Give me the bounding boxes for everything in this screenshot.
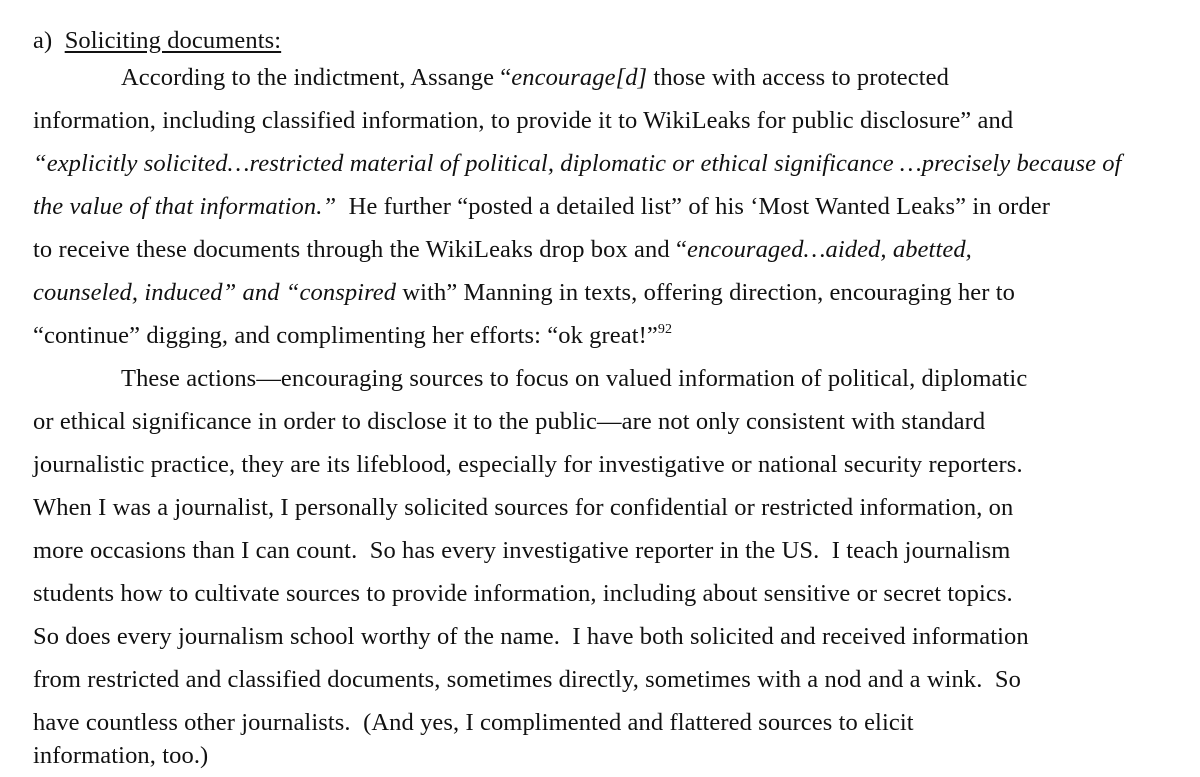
footnote-marker: 92: [657, 322, 673, 337]
paragraph2-line: [33, 622, 1029, 652]
paragraph2-line: [33, 407, 985, 437]
text-run: When I was a journalist, I personally solicited sources for confidential or restricted information, on: [33, 494, 1014, 521]
section-heading: [33, 26, 281, 56]
text-run: information, too.): [33, 742, 209, 769]
italic-quote: encourage[d]: [511, 64, 648, 91]
italic-quote: “explicitly solicited…restricted material of political, diplomatic or ethical significance …precisely because of: [33, 150, 1122, 177]
text-run: According to the indictment, Assange “: [121, 64, 512, 91]
text-run: with” Manning in texts, offering direction, encouraging her to: [396, 279, 1016, 306]
text-run: These actions—encouraging sources to focus on valued information of political, diplomatic: [121, 365, 1028, 392]
text-run: from restricted and classified documents, sometimes directly, sometimes with a nod and a wink. So: [33, 666, 1021, 693]
paragraph2-line: [33, 536, 1010, 566]
section-marker: a): [33, 27, 53, 54]
text-run: He further “posted a detailed list” of his ‘Most Wanted Leaks” in order: [336, 193, 1051, 220]
paragraph1-line: [33, 321, 672, 355]
text-run: information, including classified information, to provide it to WikiLeaks for public disclosure” and: [33, 107, 1014, 134]
paragraph2-line: [33, 665, 1021, 695]
paragraph1-line: [33, 106, 1013, 136]
paragraph2-line: [121, 364, 1027, 394]
paragraph2-line: [33, 741, 208, 771]
text-run: those with access to protected: [647, 64, 949, 91]
paragraph1-line: [121, 63, 949, 93]
paragraph1-line: [33, 278, 1015, 308]
text-run: to receive these documents through the WikiLeaks drop box and “: [33, 236, 687, 263]
paragraph2-line: [33, 450, 1023, 480]
text-run: journalistic practice, they are its lifeblood, especially for investigative or national security reporters.: [33, 451, 1023, 478]
paragraph2-line: [33, 579, 1013, 609]
text-run: or ethical significance in order to disclose it to the public—are not only consistent with standard: [33, 408, 986, 435]
italic-quote: the value of that information.”: [33, 193, 337, 220]
paragraph2-line: [33, 493, 1013, 523]
text-run: “continue” digging, and complimenting her efforts: “ok great!”: [33, 322, 658, 349]
section-title: Soliciting documents:: [64, 27, 282, 54]
italic-quote: encouraged…aided, abetted,: [686, 236, 972, 263]
text-run: have countless other journalists. (And yes, I complimented and flattered sources to elicit: [33, 709, 914, 736]
paragraph1-line: [33, 235, 972, 265]
text-run: students how to cultivate sources to provide information, including about sensitive or secret topics.: [33, 580, 1013, 607]
paragraph2-line: [33, 708, 914, 738]
text-run: So does every journalism school worthy of the name. I have both solicited and received information: [33, 623, 1029, 650]
paragraph1-line: [33, 149, 1122, 179]
text-run: more occasions than I can count. So has every investigative reporter in the US. I teach journalism: [33, 537, 1011, 564]
italic-quote: counseled, induced” and “conspired: [33, 279, 397, 306]
paragraph1-line: [33, 192, 1050, 222]
